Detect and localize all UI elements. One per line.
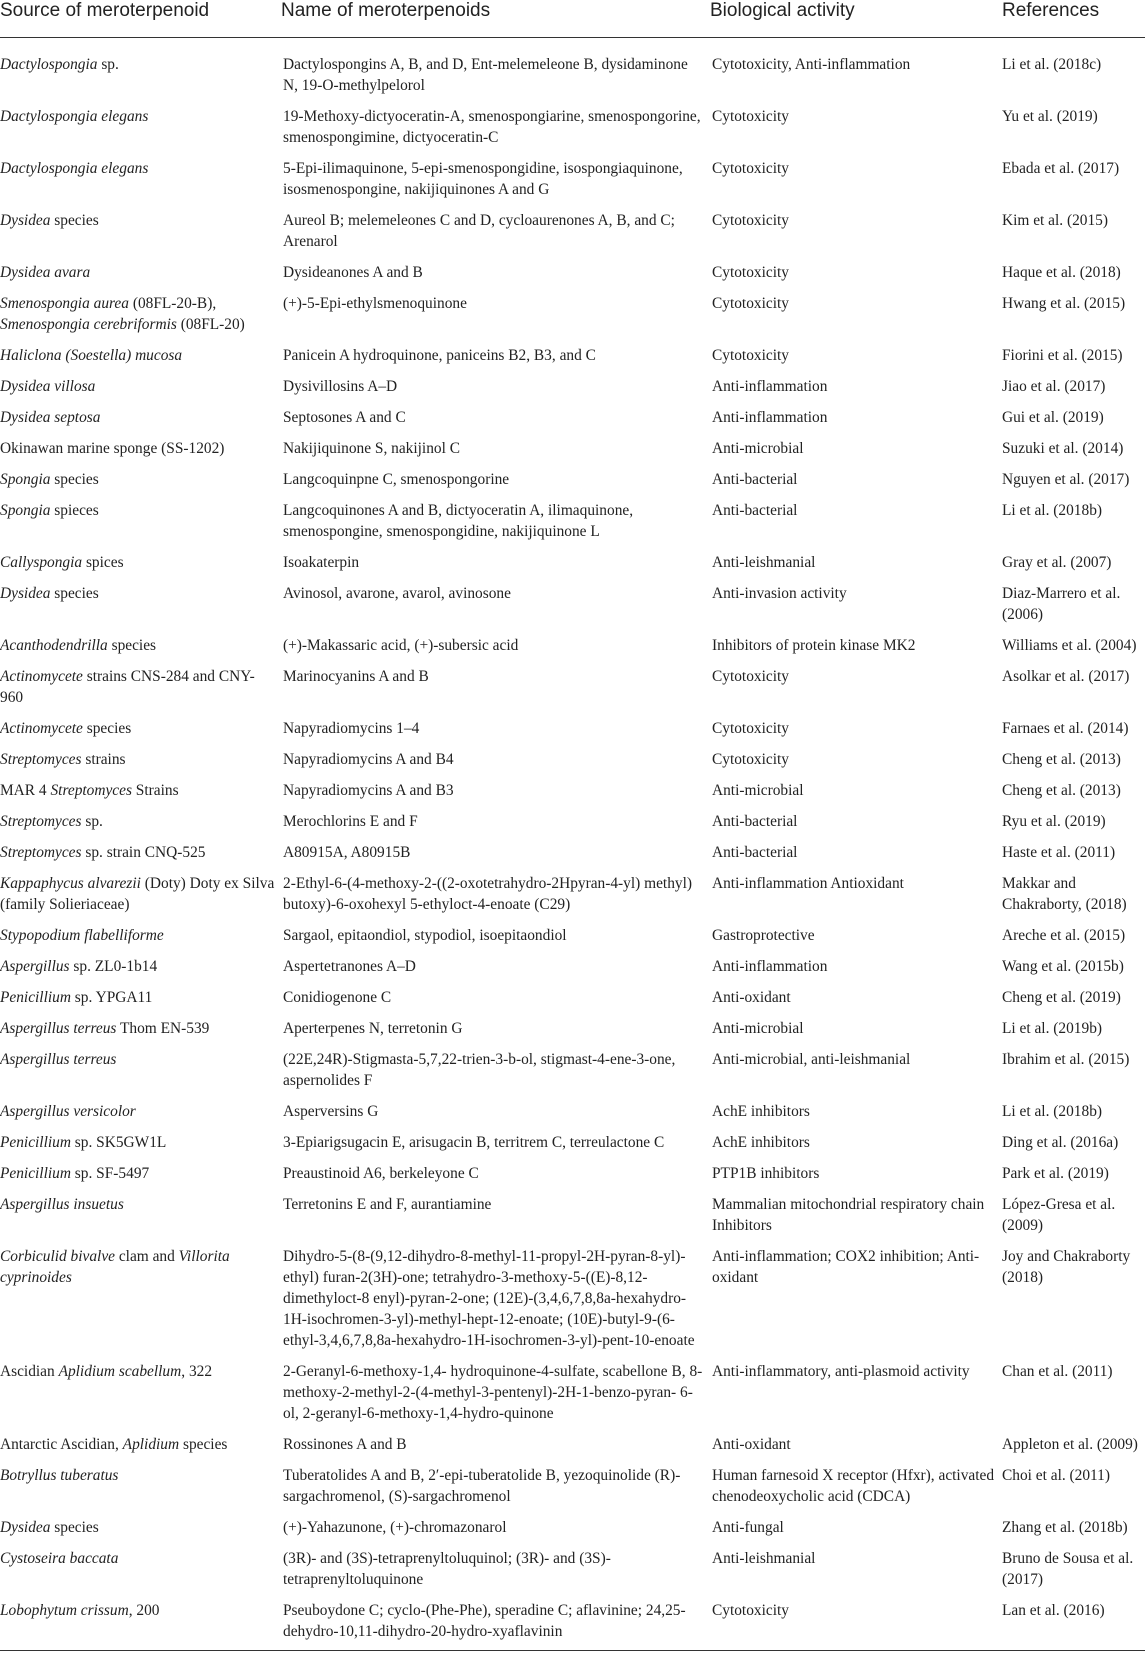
cell-reference: Makkar and Chakraborty, (2018) — [1002, 875, 1127, 913]
cell-activity: Anti-leishmanial — [712, 554, 816, 571]
cell-activity: Anti-leishmanial — [712, 1550, 816, 1567]
header-row — [0, 0, 1145, 38]
cell-reference: Kim et al. (2015) — [1002, 212, 1108, 229]
table-row — [0, 370, 1145, 401]
cell-activity: Cytotoxicity — [712, 108, 789, 125]
table-row — [0, 494, 1145, 546]
cell-activity: Anti-invasion activity — [712, 585, 847, 602]
cell-source — [0, 1542, 281, 1594]
source-text: Dactylospongia elegans — [0, 108, 149, 125]
cell-activity: Anti-inflammation — [712, 409, 828, 426]
cell-source — [0, 836, 281, 867]
cell-source — [0, 370, 281, 401]
table-row — [0, 629, 1145, 660]
cell-reference: Li et al. (2018c) — [1002, 56, 1102, 73]
source-text: Dactylospongia — [0, 56, 98, 73]
cell-reference: Lan et al. (2016) — [1002, 1594, 1145, 1651]
source-text: (Doty) Doty ex Silva (family Solieriaceae) — [0, 875, 275, 913]
cell-source — [0, 1594, 281, 1651]
cell-activity: Anti-microbial — [712, 782, 804, 799]
cell-source — [0, 660, 281, 712]
source-text: spieces — [50, 502, 99, 519]
source-text: Aplidium — [122, 1436, 180, 1453]
table-row — [0, 1459, 1145, 1511]
cell-reference: Li et al. (2019b) — [1002, 1020, 1103, 1037]
cell-source — [0, 919, 281, 950]
cell-source — [0, 629, 281, 660]
cell-reference: Ibrahim et al. (2015) — [1002, 1051, 1130, 1068]
cell-source — [0, 339, 281, 370]
cell-name: 2-Geranyl-6-methoxy-1,4- hydroquinone-4-sulfate, scabellone B, 8-methoxy-2-methyl-2-(4-methyl-3-pentenyl)-2H-1-benzo-pyran- 6-ol, 2-geranyl-6-methoxy-1,4-hydro-quinone — [283, 1363, 703, 1422]
table-row — [0, 1594, 1145, 1651]
cell-activity: Mammalian mitochondrial respiratory chain Inhibitors — [712, 1196, 985, 1234]
source-text: Spongia — [0, 471, 51, 488]
cell-source — [0, 100, 281, 152]
cell-source — [0, 950, 281, 981]
cell-source — [0, 38, 281, 101]
cell-source — [0, 494, 281, 546]
source-text: Aspergillus insuetus — [0, 1196, 124, 1213]
cell-source — [0, 287, 281, 339]
table-row — [0, 1355, 1145, 1428]
source-text: Stypopodium flabelliforme — [0, 927, 164, 944]
table-row — [0, 339, 1145, 370]
cell-activity: Anti-bacterial — [712, 813, 798, 830]
table-row — [0, 287, 1145, 339]
cell-activity: Anti-microbial — [712, 1020, 804, 1037]
cell-activity: Anti-microbial, anti-leishmanial — [712, 1051, 911, 1068]
table-row — [0, 1095, 1145, 1126]
source-text: Dysidea septosa — [0, 409, 101, 426]
cell-name: Conidiogenone C — [283, 989, 392, 1006]
cell-activity: Anti-inflammation — [712, 378, 828, 395]
source-text: Aspergillus — [0, 958, 70, 975]
cell-name: Tuberatolides A and B, 2′-epi-tuberatolide B, yezoquinolide (R)-sargachromenol, (S)-sargachromenol — [283, 1467, 681, 1505]
source-text: Actinomycete — [0, 668, 83, 685]
source-text: clam and — [114, 1248, 179, 1265]
table-row — [0, 401, 1145, 432]
source-text: sp. — [97, 56, 119, 73]
cell-reference: Zhang et al. (2018b) — [1002, 1519, 1128, 1536]
source-text: (08FL-20) — [176, 316, 245, 333]
table-row — [0, 38, 1145, 101]
header-source: Source of meroterpenoid — [0, 0, 281, 38]
cell-name: Marinocyanins A and B — [283, 668, 429, 685]
cell-name: Langcoquinpne C, smenospongorine — [283, 471, 510, 488]
cell-reference: Bruno de Sousa et al. (2017) — [1002, 1550, 1134, 1588]
source-text: spices — [82, 554, 124, 571]
cell-activity: Inhibitors of protein kinase MK2 — [712, 637, 916, 654]
source-text: Villorita cyprinoides — [0, 1248, 230, 1286]
cell-name: Dihydro-5-(8-(9,12-dihydro-8-methyl-11-propyl-2H-pyran-8-yl)-ethyl) furan-2(3H)-one; tetrahydro-3-methoxy-5-((E)-8,12-dimethyloct-8 enyl)-pyran-2-one; (12E)-(3,4,6,7,8,8a-hexahydro-1H-isochromen-3-yl)-methyl-hept-12-enoate; (10E)-butyl-9-(6-ethyl-3,4,6,7,8,8a-hexahydro-1H-isochromen-3-yl)-pent-10-enoate — [283, 1248, 695, 1349]
cell-name: Panicein A hydroquinone, paniceins B2, B3, and C — [283, 347, 596, 364]
cell-reference: Gui et al. (2019) — [1002, 409, 1104, 426]
table-row — [0, 1240, 1145, 1355]
table-row — [0, 712, 1145, 743]
cell-activity: Anti-inflammatory, anti-plasmoid activity — [712, 1363, 970, 1380]
header-activity: Biological activity — [710, 0, 1002, 38]
source-text: Aspergillus versicolor — [0, 1103, 136, 1120]
cell-name: Isoakaterpin — [283, 554, 360, 571]
cell-activity: Anti-fungal — [712, 1519, 784, 1536]
cell-source — [0, 1126, 281, 1157]
cell-reference: Gray et al. (2007) — [1002, 554, 1112, 571]
source-text: Streptomyces — [50, 782, 132, 799]
source-text: Strains — [131, 782, 179, 799]
source-text: Penicillium — [0, 989, 71, 1006]
cell-activity: Cytotoxicity — [712, 212, 789, 229]
cell-reference: Areche et al. (2015) — [1002, 927, 1126, 944]
table-row — [0, 577, 1145, 629]
cell-name: Rossinones A and B — [283, 1436, 407, 1453]
cell-activity: Gastroprotective — [712, 927, 815, 944]
cell-reference: Park et al. (2019) — [1002, 1165, 1109, 1182]
table-row — [0, 432, 1145, 463]
cell-source — [0, 1188, 281, 1240]
table-row — [0, 463, 1145, 494]
source-text: Streptomyces — [0, 751, 82, 768]
table-row — [0, 774, 1145, 805]
source-text: sp. YPGA11 — [70, 989, 153, 1006]
cell-source — [0, 743, 281, 774]
table-row — [0, 1188, 1145, 1240]
cell-name: Pseuboydone C; cyclo-(Phe-Phe), speradine C; aflavinine; 24,25-dehydro-10,11-dihydro-20-hydro-xyaflavinin — [281, 1594, 710, 1651]
source-text: Aplidium scabellum — [58, 1363, 182, 1380]
cell-name: Nakijiquinone S, nakijinol C — [283, 440, 460, 457]
table-row — [0, 1542, 1145, 1594]
source-text: species — [179, 1436, 228, 1453]
cell-source — [0, 805, 281, 836]
cell-activity: Cytotoxicity — [712, 347, 789, 364]
cell-source — [0, 774, 281, 805]
source-text: Acanthodendrilla — [0, 637, 108, 654]
cell-reference: López-Gresa et al. (2009) — [1002, 1196, 1116, 1234]
cell-reference: Nguyen et al. (2017) — [1002, 471, 1130, 488]
cell-name: Merochlorins E and F — [283, 813, 418, 830]
table-row — [0, 836, 1145, 867]
source-text: sp. ZL0-1b14 — [69, 958, 158, 975]
source-text: Dysidea villosa — [0, 378, 96, 395]
table-row — [0, 546, 1145, 577]
cell-name: 5-Epi-ilimaquinone, 5-epi-smenospongidine, isospongiaquinone, isosmenospongine, nakijiquinones A and G — [283, 160, 683, 198]
cell-source — [0, 1240, 281, 1355]
table-row — [0, 981, 1145, 1012]
table-row — [0, 100, 1145, 152]
table-row — [0, 867, 1145, 919]
cell-activity: Anti-bacterial — [712, 502, 798, 519]
table-row — [0, 204, 1145, 256]
cell-reference: Jiao et al. (2017) — [1002, 378, 1106, 395]
source-text: Streptomyces — [0, 813, 82, 830]
source-text: Callyspongia — [0, 554, 83, 571]
cell-source — [0, 1095, 281, 1126]
cell-reference: Ebada et al. (2017) — [1002, 160, 1120, 177]
table-row — [0, 256, 1145, 287]
table-row — [0, 1043, 1145, 1095]
cell-name: Napyradiomycins A and B3 — [283, 782, 454, 799]
source-text: species — [50, 1519, 99, 1536]
source-text: (08FL-20-B), — [128, 295, 217, 312]
cell-source — [0, 577, 281, 629]
cell-name: Preaustinoid A6, berkeleyone C — [283, 1165, 479, 1182]
cell-reference: Choi et al. (2011) — [1002, 1467, 1110, 1484]
source-text: MAR 4 — [0, 782, 51, 799]
source-text: Smenospongia aurea — [0, 295, 129, 312]
source-text: Thom EN-539 — [116, 1020, 210, 1037]
cell-activity: Cytotoxicity — [712, 751, 789, 768]
cell-activity: AchE inhibitors — [712, 1103, 810, 1120]
cell-reference: Asolkar et al. (2017) — [1002, 668, 1130, 685]
cell-reference: Joy and Chakraborty (2018) — [1002, 1248, 1131, 1286]
cell-name: Aureol B; melemeleones C and D, cycloaurenones A, B, and C; Arenarol — [283, 212, 675, 250]
cell-activity: Anti-inflammation — [712, 958, 828, 975]
source-text: sp. — [81, 813, 103, 830]
cell-name: (22E,24R)-Stigmasta-5,7,22-trien-3-b-ol, stigmast-4-ene-3-one, aspernolides F — [283, 1051, 676, 1089]
source-text: Corbiculid bivalve — [0, 1248, 115, 1265]
cell-name: Aperterpenes N, terretonin G — [283, 1020, 463, 1037]
cell-reference: Farnaes et al. (2014) — [1002, 720, 1129, 737]
cell-reference: Cheng et al. (2019) — [1002, 989, 1121, 1006]
cell-source — [0, 1459, 281, 1511]
source-text: Streptomyces — [0, 844, 82, 861]
cell-source — [0, 867, 281, 919]
source-text: species — [107, 637, 157, 654]
header-references: References — [1002, 0, 1145, 38]
cell-name: (+)-5-Epi-ethylsmenoquinone — [283, 295, 467, 312]
cell-source — [0, 1012, 281, 1043]
table-body — [0, 38, 1145, 1651]
cell-name: Napyradiomycins A and B4 — [283, 751, 454, 768]
cell-name: 2-Ethyl-6-(4-methoxy-2-((2-oxotetrahydro-2Hpyran-4-yl) methyl) butoxy)-6-oxohexyl 5-ethyloct-4-enoate (C29) — [283, 875, 693, 913]
source-text: Dactylospongia elegans — [0, 160, 149, 177]
cell-reference: Yu et al. (2019) — [1002, 108, 1098, 125]
cell-reference: Haque et al. (2018) — [1002, 264, 1121, 281]
cell-source — [0, 1157, 281, 1188]
cell-name: Sargaol, epitaondiol, stypodiol, isoepitaondiol — [283, 927, 567, 944]
cell-name: 3-Epiarigsugacin E, arisugacin B, territrem C, terreulactone C — [283, 1134, 665, 1151]
source-text: Ascidian — [0, 1363, 59, 1380]
cell-source — [0, 712, 281, 743]
source-text: sp. SK5GW1L — [70, 1134, 167, 1151]
source-text: species — [50, 471, 99, 488]
source-text: Lobophytum crissum — [0, 1602, 129, 1619]
table-row — [0, 1428, 1145, 1459]
cell-activity: Anti-bacterial — [712, 844, 798, 861]
cell-reference: Hwang et al. (2015) — [1002, 295, 1126, 312]
source-text: Penicillium — [0, 1165, 71, 1182]
cell-activity: Cytotoxicity — [712, 264, 789, 281]
cell-name: Dysivillosins A–D — [283, 378, 398, 395]
source-text: Antarctic Ascidian, — [0, 1436, 123, 1453]
cell-reference: Williams et al. (2004) — [1002, 637, 1137, 654]
cell-reference: Cheng et al. (2013) — [1002, 782, 1121, 799]
cell-activity: Cytotoxicity, Anti-inflammation — [712, 56, 911, 73]
table-row — [0, 1157, 1145, 1188]
cell-activity: Anti-inflammation; COX2 inhibition; Anti-oxidant — [712, 1248, 980, 1286]
cell-source — [0, 256, 281, 287]
cell-name: Terretonins E and F, aurantiamine — [283, 1196, 492, 1213]
cell-source — [0, 204, 281, 256]
source-text: Botryllus tuberatus — [0, 1467, 119, 1484]
source-text: , 322 — [181, 1363, 213, 1380]
cell-source — [0, 401, 281, 432]
source-text: Cystoseira baccata — [0, 1550, 119, 1567]
cell-reference: Ding et al. (2016a) — [1002, 1134, 1119, 1151]
source-text: Kappaphycus alvarezii — [0, 875, 141, 892]
source-text: species — [82, 720, 132, 737]
cell-source — [0, 1043, 281, 1095]
cell-source — [0, 432, 281, 463]
cell-source — [0, 981, 281, 1012]
cell-name: (+)-Yahazunone, (+)-chromazonarol — [283, 1519, 507, 1536]
cell-name: A80915A, A80915B — [283, 844, 411, 861]
source-text: strains — [81, 751, 126, 768]
cell-reference: Haste et al. (2011) — [1002, 844, 1116, 861]
cell-activity: Anti-bacterial — [712, 471, 798, 488]
cell-activity: Anti-inflammation Antioxidant — [712, 875, 904, 892]
cell-activity: Anti-oxidant — [712, 1436, 791, 1453]
source-text: Haliclona (Soestella) mucosa — [0, 347, 183, 364]
table-row — [0, 152, 1145, 204]
cell-name: Dactylospongins A, B, and D, Ent-melemeleone B, dysidaminone N, 19-O-methylpelorol — [283, 56, 688, 94]
cell-reference: Li et al. (2018b) — [1002, 502, 1103, 519]
cell-activity: AchE inhibitors — [712, 1134, 810, 1151]
cell-name: Napyradiomycins 1–4 — [283, 720, 420, 737]
source-text: , 200 — [128, 1602, 160, 1619]
cell-name: (3R)- and (3S)-tetraprenyltoluquinol; (3R)- and (3S)-tetraprenyltoluquinone — [283, 1550, 611, 1588]
source-text: Dysidea — [0, 212, 51, 229]
table-row — [0, 1012, 1145, 1043]
cell-activity: Cytotoxicity — [712, 668, 789, 685]
cell-source — [0, 463, 281, 494]
cell-name: Asperversins G — [283, 1103, 379, 1120]
cell-reference: Chan et al. (2011) — [1002, 1363, 1113, 1380]
table-header — [0, 0, 1145, 38]
source-text: Aspergillus terreus — [0, 1020, 117, 1037]
cell-source — [0, 152, 281, 204]
table-row — [0, 1511, 1145, 1542]
cell-name: Dysideanones A and B — [283, 264, 423, 281]
header-name: Name of meroterpenoids — [281, 0, 710, 38]
source-text: Dysidea — [0, 1519, 51, 1536]
cell-reference: Fiorini et al. (2015) — [1002, 347, 1123, 364]
source-text: Penicillium — [0, 1134, 71, 1151]
table-row — [0, 743, 1145, 774]
source-text: Dysidea — [0, 585, 51, 602]
cell-reference: Wang et al. (2015b) — [1002, 958, 1124, 975]
source-text: Smenospongia cerebriformis — [0, 316, 177, 333]
cell-source — [0, 546, 281, 577]
cell-reference: Ryu et al. (2019) — [1002, 813, 1106, 830]
cell-source — [0, 1428, 281, 1459]
source-text: species — [50, 212, 99, 229]
table-row — [0, 660, 1145, 712]
cell-activity: PTP1B inhibitors — [712, 1165, 820, 1182]
cell-name: (+)-Makassaric acid, (+)-subersic acid — [283, 637, 519, 654]
source-text: sp. strain CNQ-525 — [81, 844, 206, 861]
cell-activity: Cytotoxicity — [712, 720, 789, 737]
cell-reference: Appleton et al. (2009) — [1002, 1436, 1138, 1453]
cell-source — [0, 1511, 281, 1542]
source-text: Okinawan marine sponge (SS-1202) — [0, 440, 225, 457]
table-row — [0, 919, 1145, 950]
source-text: sp. SF-5497 — [70, 1165, 150, 1182]
table-row — [0, 805, 1145, 836]
cell-activity: Cytotoxicity — [712, 160, 789, 177]
cell-activity: Anti-oxidant — [712, 989, 791, 1006]
cell-reference: Diaz-Marrero et al. (2006) — [1002, 585, 1121, 623]
table-row — [0, 950, 1145, 981]
source-text: strains CNS-284 and CNY-960 — [0, 668, 255, 706]
source-text: Aspergillus terreus — [0, 1051, 117, 1068]
cell-source — [0, 1355, 281, 1428]
cell-name: 19-Methoxy-dictyoceratin-A, smenospongiarine, smenospongorine, smenospongimine, dictyoceratin-C — [283, 108, 701, 146]
source-text: Dysidea avara — [0, 264, 91, 281]
cell-activity: Cytotoxicity — [710, 1594, 1002, 1651]
cell-activity: Anti-microbial — [712, 440, 804, 457]
cell-reference: Li et al. (2018b) — [1002, 1103, 1103, 1120]
cell-activity: Cytotoxicity — [712, 295, 789, 312]
table-row — [0, 1126, 1145, 1157]
cell-reference: Suzuki et al. (2014) — [1002, 440, 1124, 457]
cell-name: Aspertetranones A–D — [283, 958, 416, 975]
cell-activity: Human farnesoid X receptor (Hfxr), activated chenodeoxycholic acid (CDCA) — [712, 1467, 995, 1505]
source-text: Spongia — [0, 502, 51, 519]
cell-name: Septosones A and C — [283, 409, 406, 426]
cell-reference: Cheng et al. (2013) — [1002, 751, 1121, 768]
source-text: species — [50, 585, 99, 602]
source-text: Actinomycete — [0, 720, 83, 737]
cell-name: Langcoquinones A and B, dictyoceratin A, ilimaquinone, smenospongine, smenospongidine, nakijiquinone L — [283, 502, 634, 540]
cell-name: Avinosol, avarone, avarol, avinosone — [283, 585, 511, 602]
